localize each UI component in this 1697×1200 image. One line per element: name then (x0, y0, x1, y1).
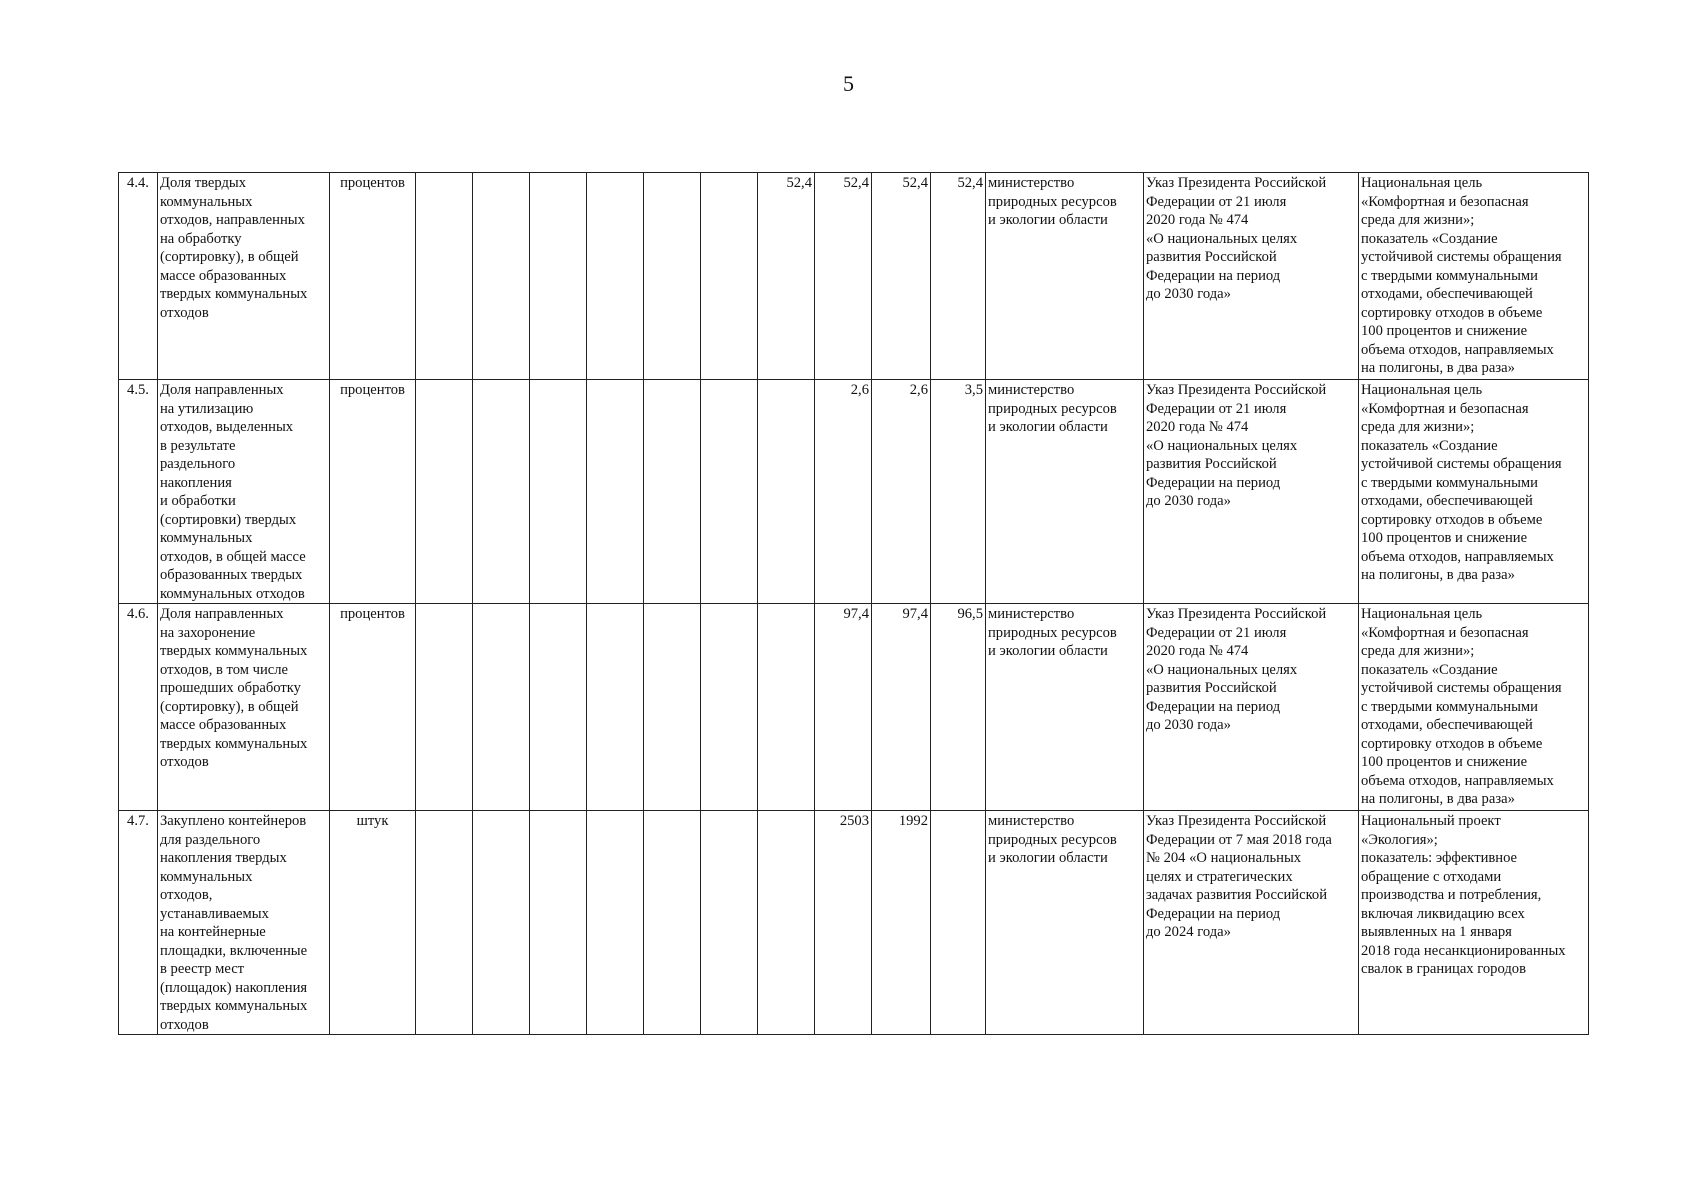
value-cell (416, 380, 473, 604)
value-cell (644, 604, 701, 811)
value-cell: 2,6 (815, 380, 872, 604)
link-cell (1359, 604, 1589, 811)
value-cell: 2,6 (872, 380, 931, 604)
responsible-cell (986, 380, 1144, 604)
value-cell (587, 380, 644, 604)
value-cell (701, 604, 758, 811)
value-cell (416, 811, 473, 1035)
basis-text: Указ Президента Российской Федерации от 21 июля 2020 года № 474 «О национальных целях развития Российской Федерации на период до 2030 года» (1146, 606, 1327, 733)
value-cell: 2503 (815, 811, 872, 1035)
value-cell (530, 173, 587, 380)
row-number: 4.4. (119, 173, 158, 380)
value-cell: 52,4 (758, 173, 815, 380)
value-cell (701, 811, 758, 1035)
unit-cell: процентов (330, 604, 416, 811)
basis-cell (1144, 380, 1359, 604)
value-cell: 3,5 (931, 380, 986, 604)
table-row (119, 604, 1589, 811)
value-cell: 52,4 (931, 173, 986, 380)
value-cell: 96,5 (931, 604, 986, 811)
value-cell (758, 380, 815, 604)
value-cell: 52,4 (872, 173, 931, 380)
responsible-cell (986, 604, 1144, 811)
row-number: 4.5. (119, 380, 158, 604)
value-cell (473, 173, 530, 380)
value-cell (758, 811, 815, 1035)
indicator-name-text: Доля направленных на утилизацию отходов, выделенных в результате раздельного накопления и обработки (сортировки) твердых коммунальных отходов, в общей массе образованных твердых коммунальных отходов (160, 382, 306, 602)
value-cell (473, 604, 530, 811)
value-cell (644, 380, 701, 604)
link-cell (1359, 173, 1589, 380)
unit-cell: штук (330, 811, 416, 1035)
page-number: 5 (843, 71, 854, 96)
basis-cell (1144, 811, 1359, 1035)
value-cell (644, 173, 701, 380)
value-cell (644, 811, 701, 1035)
indicator-name (158, 604, 330, 811)
value-cell (416, 173, 473, 380)
value-cell (416, 604, 473, 811)
indicator-name-text: Доля твердых коммунальных отходов, направленных на обработку (сортировку), в общей массе образованных твердых коммунальных отходов (160, 175, 308, 321)
table-row (119, 380, 1589, 604)
basis-cell (1144, 173, 1359, 380)
value-cell: 1992 (872, 811, 931, 1035)
value-cell: 97,4 (815, 604, 872, 811)
value-cell (473, 811, 530, 1035)
responsible-text: министерство природных ресурсов и экологии области (988, 813, 1117, 866)
indicator-name-text: Доля направленных на захоронение твердых коммунальных отходов, в том числе прошедших обработку (сортировку), в общей массе образованных твердых коммунальных отходов (160, 606, 308, 770)
indicator-name (158, 380, 330, 604)
value-cell (758, 604, 815, 811)
link-text: Национальная цель «Комфортная и безопасная среда для жизни»; показатель «Создание устойчивой системы обращения с твердыми коммунальными отходами, обеспечивающей сортировку отходов в объеме 100 процентов и снижение объема отходов, направляемых на полигоны, в два раза» (1361, 175, 1562, 376)
basis-text: Указ Президента Российской Федерации от 7 мая 2018 года № 204 «О национальных целях и стратегических задачах развития Российской Федерации на период до 2024 года» (1146, 813, 1332, 940)
value-cell: 97,4 (872, 604, 931, 811)
link-text: Национальная цель «Комфортная и безопасная среда для жизни»; показатель «Создание устойчивой системы обращения с твердыми коммунальными отходами, обеспечивающей сортировку отходов в объеме 100 процентов и снижение объема отходов, направляемых на полигоны, в два раза» (1361, 382, 1562, 583)
value-cell (931, 811, 986, 1035)
unit-cell: процентов (330, 380, 416, 604)
link-text: Национальный проект «Экология»; показатель: эффективное обращение с отходами производства и потребления, включая ликвидацию всех выявленных на 1 января 2018 года несанкционированных свалок в границах городов (1361, 813, 1566, 977)
value-cell (587, 811, 644, 1035)
basis-cell (1144, 604, 1359, 811)
link-text: Национальная цель «Комфортная и безопасная среда для жизни»; показатель «Создание устойчивой системы обращения с твердыми коммунальными отходами, обеспечивающей сортировку отходов в объеме 100 процентов и снижение объема отходов, направляемых на полигоны, в два раза» (1361, 606, 1562, 807)
table-row (119, 173, 1589, 380)
responsible-text: министерство природных ресурсов и экологии области (988, 606, 1117, 659)
row-number: 4.6. (119, 604, 158, 811)
basis-text: Указ Президента Российской Федерации от 21 июля 2020 года № 474 «О национальных целях развития Российской Федерации на период до 2030 года» (1146, 382, 1327, 509)
value-cell (587, 173, 644, 380)
responsible-text: министерство природных ресурсов и экологии области (988, 382, 1117, 435)
unit-cell: процентов (330, 173, 416, 380)
basis-text: Указ Президента Российской Федерации от 21 июля 2020 года № 474 «О национальных целях развития Российской Федерации на период до 2030 года» (1146, 175, 1327, 302)
link-cell (1359, 380, 1589, 604)
indicators-table (118, 172, 1589, 1035)
value-cell (701, 173, 758, 380)
indicator-name (158, 173, 330, 380)
value-cell (473, 380, 530, 604)
value-cell: 52,4 (815, 173, 872, 380)
value-cell (530, 811, 587, 1035)
responsible-cell (986, 173, 1144, 380)
value-cell (587, 604, 644, 811)
value-cell (530, 604, 587, 811)
value-cell (701, 380, 758, 604)
responsible-text: министерство природных ресурсов и экологии области (988, 175, 1117, 228)
link-cell (1359, 811, 1589, 1035)
indicator-name-text: Закуплено контейнеров для раздельного накопления твердых коммунальных отходов, устанавливаемых на контейнерные площадки, включенные в реестр мест (площадок) накопления твердых коммунальных отходов (160, 813, 308, 1033)
row-number: 4.7. (119, 811, 158, 1035)
responsible-cell (986, 811, 1144, 1035)
table-body (119, 173, 1589, 1035)
value-cell (530, 380, 587, 604)
table-row (119, 811, 1589, 1035)
indicator-name (158, 811, 330, 1035)
